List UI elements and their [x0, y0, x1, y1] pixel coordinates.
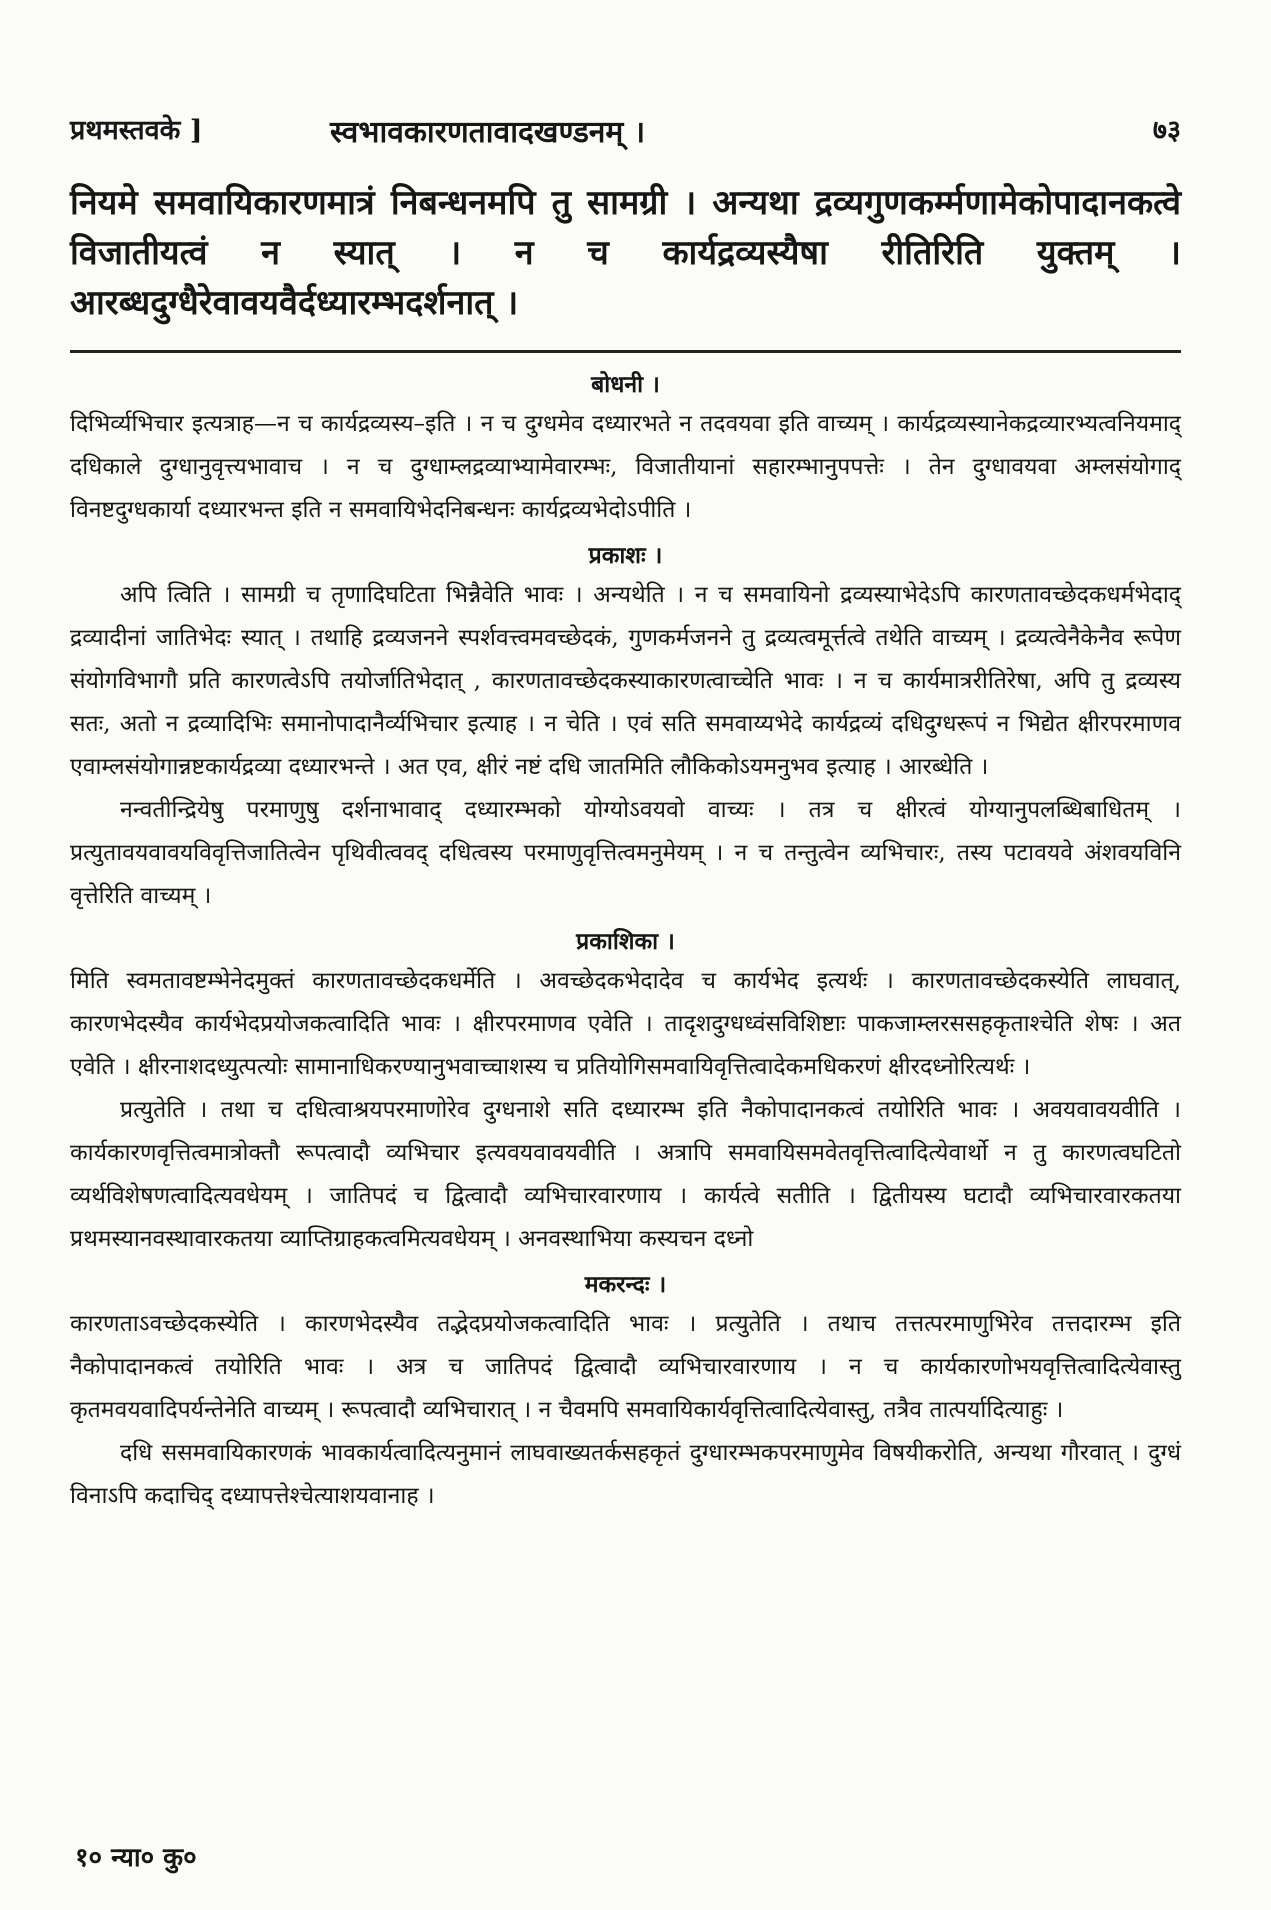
running-title: स्वभावकारणतावादखण्डनम् । [330, 115, 646, 150]
section-title-prakashika: प्रकाशिका । [576, 928, 675, 955]
page-header [70, 110, 1181, 160]
commentary-paragraph: मिति स्वमतावष्टम्भेनेदमुक्तं कारणतावच्छेदकधर्मेति । अवच्छेदकभेदादेव च कार्यभेद इत्यर्थः । कारणतावच्छेदकस्येति लाघवात्, कारणभेदस्यैव कार्यभेदप्रयोजकत्वादिति भावः । क्षीरपरमाणव एवेति । तादृशदुग्धध्वंसविशिष्टाः पाकजाम्लरससहकृताश्चेति शेषः । अत एवेति । क्षीरनाशदध्युत्पत्योः सामानाधिकरण्यानुभवाच्चाशस्य च प्रतियोगिसमवायिवृत्तित्वादेकमधिकरणं क्षीरदध्नोरित्यर्थः । [70, 968, 1181, 1080]
root-text: नियमे समवायिकारणमात्रं निबन्धनमपि तु सामग्री । अन्यथा द्रव्यगुणकर्म्मणामेकोपादानकत्वे विजातीयत्वं न स्यात् । न च कार्यद्रव्यस्यैषा रीतिरिति युक्तम् । आरब्धदुग्धैरेवावयवैर्दध्यारम्भदर्शनात् । [70, 183, 1181, 323]
section-title-bodhani: बोधनी । [591, 371, 660, 398]
commentary-paragraph: अपि त्विति । सामग्री च तृणादिघटिता भिन्नैवेति भावः । अन्यथेति । न च समवायिनो द्रव्यस्याभेदेऽपि कारणतावच्छेदकधर्मभेदाद् द्रव्यादीनां जातिभेदः स्यात् । तथाहि द्रव्यजनने स्पर्शवत्त्वमवच्छेदकं, गुणकर्मजनने तु द्रव्यत्वमूर्त्तत्वे तथेति वाच्यम् । द्रव्यत्वेनैकेनैव रूपेण संयोगविभागौ प्रति कारणत्वेऽपि तयोर्जातिभेदात् , कारणतावच्छेदकस्याकारणत्वाच्चेति भावः । न च कार्यमात्ररीतिरेषा, अपि तु द्रव्यस्य सतः, अतो न द्रव्यादिभिः समानोपादानैर्व्यभिचार इत्याह । न चेति । एवं सति समवाय्यभेदे कार्यद्रव्यं दधिदुग्धरूपं न भिद्येत क्षीरपरमाणव एवाम्लसंयोगान्नष्टकार्यद्रव्या दध्यारभन्ते । अत एव, क्षीरं नष्टं दधि जातमिति लौकिकोऽयमनुभव इत्याह । आरब्धेति । [70, 582, 1181, 780]
footer-signature: १० न्या० कु० [75, 1843, 197, 1873]
divider [70, 350, 1181, 353]
commentary-paragraph: नन्वतीन्द्रियेषु परमाणुषु दर्शनाभावाद् दध्यारम्भको योग्योऽवयवो वाच्यः । तत्र च क्षीरत्वं योग्यानुपलब्धिबाधितम् । प्रत्युतावयवावयविवृत्तिजातित्वेन पृथिवीत्ववद् दधित्वस्य परमाणुवृत्तित्वमनुमेयम् । न च तन्तुत्वेन व्यभिचारः, तस्य पटावयवे अंशवयविनि वृत्तेरिति वाच्यम् । [70, 797, 1181, 909]
page-number: ७३ [1152, 115, 1181, 146]
section-title-makaranda: मकरन्दः । [584, 1271, 667, 1298]
section-title-prakasha: प्रकाशः । [588, 542, 663, 569]
commentary-paragraph: दधि ससमवायिकारणकं भावकार्यत्वादित्यनुमानं लाघवाख्यतर्कसहकृतं दुग्धारम्भकपरमाणुमेव विषयीकरोति, अन्यथा गौरवात् । दुग्धं विनाऽपि कदाचिद् दध्यापत्तेश्चेत्याशयवानाह । [70, 1440, 1181, 1509]
commentary-paragraph: प्रत्युतेति । तथा च दधित्वाश्रयपरमाणोरेव दुग्धनाशे सति दध्यारम्भ इति नैकोपादानकत्वं तयोरिति भावः । अवयवावयवीति । कार्यकारणवृत्तित्वमात्रोक्तौ रूपत्वादौ व्यभिचार इत्यवयवावयवीति । अत्रापि समवायिसमवेतवृत्तित्वादित्येवार्थो न तु कारणत्वघटितो व्यर्थविशेषणत्वादित्यवधेयम् । जातिपदं च द्वित्वादौ व्यभिचारवारणाय । कार्यत्वे सतीति । द्वितीयस्य घटादौ व्यभिचारवारकतया प्रथमस्यानवस्थावारकतया व्याप्तिग्राहकत्वमित्यवधेयम् । अनवस्थाभिया कस्यचन दध्नो [70, 1097, 1181, 1252]
commentary-paragraph: दिभिर्व्यभिचार इत्यत्राह—न च कार्यद्रव्यस्य–इति । न च दुग्धमेव दध्यारभते न तदवयवा इति वाच्यम् । कार्यद्रव्यस्यानेकद्रव्यारभ्यत्वनियमाद् दधिकाले दुग्धानुवृत्त्यभावाच । न च दुग्धाम्लद्रव्याभ्यामेवारम्भः, विजातीयानां सहारम्भानुपपत्तेः । तेन दुग्धावयवा अम्लसंयोगाद् विनष्टदुग्धकार्या दध्यारभन्त इति न समवायिभेदनिबन्धनः कार्यद्रव्यभेदोऽपीति । [70, 411, 1181, 523]
commentary-paragraph: कारणताऽवच्छेदकस्येति । कारणभेदस्यैव तद्भेदप्रयोजकत्वादिति भावः । प्रत्युतेति । तथाच तत्तत्परमाणुभिरेव तत्तदारम्भ इति नैकोपादानकत्वं तयोरिति भावः । अत्र च जातिपदं द्वित्वादौ व्यभिचारवारणाय । न च कार्यकारणोभयवृत्तित्वादित्येवास्तु कृतमवयवादिपर्यन्तेनेति वाच्यम् । रूपत्वादौ व्यभिचारात् । न चैवमपि समवायिकार्यवृत्तित्वादित्येवास्तु, तत्रैव तात्पर्यादित्याहुः । [70, 1311, 1181, 1423]
chapter-label: प्रथमस्तवके ] [70, 115, 203, 146]
